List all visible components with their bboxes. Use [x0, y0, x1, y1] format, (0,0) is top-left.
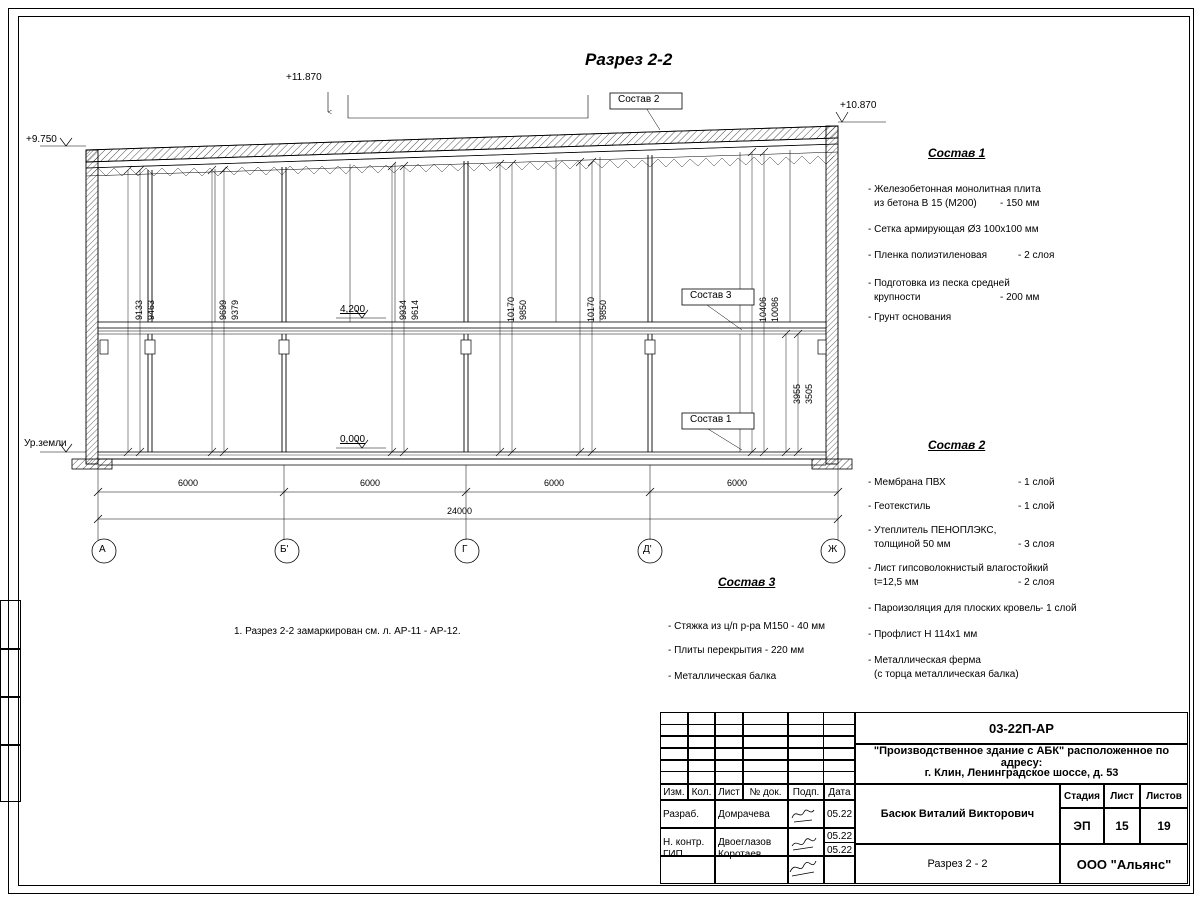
legend-sostav3-title: Состав 3: [718, 575, 776, 589]
dim-vertical: 10170: [506, 296, 516, 322]
dim-total: 24000: [447, 506, 473, 516]
dim-vertical: 10406: [758, 296, 768, 322]
legend-item-cont: из бетона В 15 (М200): [874, 198, 977, 209]
level-floor0: 0,000: [340, 434, 366, 445]
level-floor2: 4,200: [340, 304, 366, 315]
stamp-date: 05.22: [826, 844, 853, 856]
stamp-date: 05.22: [826, 808, 853, 820]
dim-vertical: 9614: [410, 299, 420, 320]
callout-sostav2: Состав 2: [618, 94, 660, 105]
legend-item: - Металлическая балка: [668, 671, 777, 682]
stamp-list-header: Лист: [1110, 790, 1134, 802]
stamp-company: ООО "Альянс": [1076, 856, 1172, 872]
stamp-stage-header: Стадия: [1063, 790, 1100, 802]
drawing-note: 1. Разрез 2-2 замаркирован см. л. АР-11 - АР-12.: [234, 626, 461, 637]
stamp-name: Двоеглазов: [718, 836, 772, 848]
stamp-role: ГИП: [663, 848, 683, 860]
dim-vertical: 3505: [804, 383, 814, 404]
dim-bay: 6000: [544, 478, 565, 488]
stamp-object-line1: "Производственное здание с АБК" расположенное по адресу:: [873, 745, 1170, 769]
legend-item: - Сетка армирующая Ø3 100х100 мм: [868, 224, 1039, 235]
stamp-list: 15: [1115, 819, 1129, 833]
stamp-col-header: Лист: [718, 786, 740, 798]
stamp-role: Н. контр.: [663, 836, 705, 848]
stamp-name: Домрачева: [718, 808, 770, 820]
dim-bay: 6000: [360, 478, 381, 488]
legend-item: - Подготовка из песка средней: [868, 278, 1010, 289]
legend-item: - Пароизоляция для плоских кровель: [868, 603, 1041, 614]
legend-item: - Пленка полиэтиленовая: [868, 250, 988, 261]
legend-item-value: - 2 слоя: [1018, 577, 1055, 588]
legend-item-cont: (с торца металлическая балка): [874, 669, 1019, 680]
stamp-role: Разраб.: [663, 808, 700, 820]
ground-level-label: Ур.земли: [24, 438, 67, 449]
level-top-right: +10.870: [840, 100, 877, 111]
dim-vertical: 10086: [770, 296, 780, 322]
legend-item: - Грунт основания: [868, 312, 952, 323]
axis-label: Б': [280, 544, 289, 555]
dim-vertical: 9463: [146, 299, 156, 320]
legend-item: - Профлист Н 114х1 мм: [868, 629, 978, 640]
axis-label: Д': [643, 544, 652, 555]
legend-item-cont: t=12,5 мм: [874, 577, 919, 588]
stamp-code: 03-22П-АР: [989, 720, 1054, 736]
legend-item-value: - 2 слоя: [1018, 250, 1055, 261]
legend-item: - Утеплитель ПЕНОПЛЭКС,: [868, 525, 997, 536]
legend-item: - Стяжка из ц/п р-ра М150 - 40 мм: [668, 621, 825, 632]
stamp-name: Коротаев: [718, 848, 762, 860]
stamp-lists: 19: [1157, 819, 1171, 833]
callout-sostav3: Состав 3: [690, 290, 732, 301]
dim-vertical: 9934: [398, 299, 408, 320]
dim-bay: 6000: [727, 478, 748, 488]
legend-item-cont: крупности: [874, 292, 921, 303]
dim-vertical: 9379: [230, 299, 240, 320]
stamp-stage: ЭП: [1073, 819, 1091, 833]
dim-vertical: 10170: [586, 296, 596, 322]
stamp-col-header: Изм.: [663, 786, 685, 798]
axis-label: А: [99, 544, 106, 555]
legend-item: - Железобетонная монолитная плита: [868, 184, 1041, 195]
legend-item: - Мембрана ПВХ: [868, 477, 946, 488]
stamp-sheet-title: Разрез 2 - 2: [927, 858, 988, 870]
level-top-left: +9.750: [26, 134, 57, 145]
dim-vertical: 9850: [518, 299, 528, 320]
legend-sostav2-title: Состав 2: [928, 438, 986, 452]
legend-item-value: - 3 слоя: [1018, 539, 1055, 550]
legend-item: - Геотекстиль: [868, 501, 931, 512]
dim-vertical: 9850: [598, 299, 608, 320]
legend-item: - Плиты перекрытия - 220 мм: [668, 645, 805, 656]
legend-sostav1-title: Состав 1: [928, 146, 986, 160]
legend-item-value: - 200 мм: [1000, 292, 1040, 303]
stamp-chief: Басюк Виталий Викторович: [880, 808, 1035, 820]
dim-vertical: 3955: [792, 383, 802, 404]
legend-item-cont: толщиной 50 мм: [874, 539, 951, 550]
stamp-col-header: Дата: [828, 786, 851, 798]
stamp-col-header: Кол.: [691, 786, 712, 798]
legend-item-value: - 1 слой: [1018, 477, 1055, 488]
axis-label: Г: [462, 544, 468, 555]
stamp-object-line2: г. Клин, Ленинградское шоссе, д. 53: [924, 767, 1119, 779]
stamp-col-header: № док.: [749, 786, 782, 798]
legend-item-value: - 1 слой: [1040, 603, 1077, 614]
legend-item: - Лист гипсоволокнистый влагостойкий: [868, 563, 1049, 574]
page-title: Разрез 2-2: [585, 50, 673, 69]
stamp-lists-header: Листов: [1146, 790, 1182, 802]
legend-item: - Металлическая ферма: [868, 655, 981, 666]
legend-item-value: - 150 мм: [1000, 198, 1040, 209]
stamp-date: 05.22: [826, 830, 853, 842]
stamp-col-header: Подп.: [792, 786, 820, 798]
dim-vertical: 9699: [218, 299, 228, 320]
callout-sostav1: Состав 1: [690, 414, 732, 425]
dim-bay: 6000: [178, 478, 199, 488]
dim-vertical: 9133: [134, 299, 144, 320]
axis-label: Ж: [828, 544, 838, 555]
level-top-mid: +11.870: [286, 72, 322, 83]
legend-item-value: - 1 слой: [1018, 501, 1055, 512]
